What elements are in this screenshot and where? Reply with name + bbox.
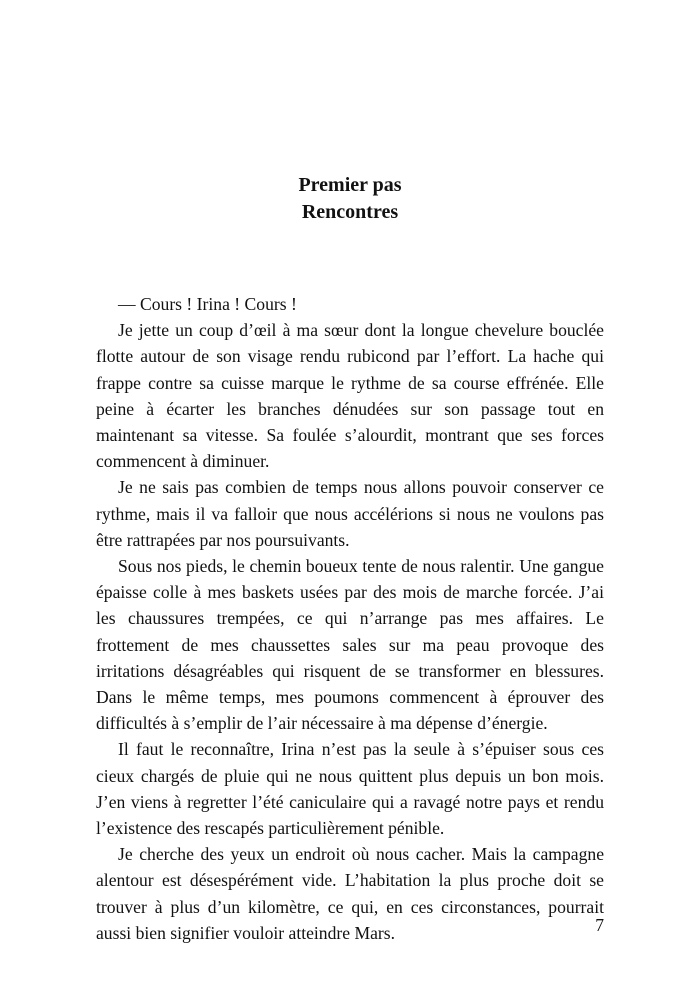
paragraph: Il faut le reconnaître, Irina n’est pas la seule à s’épuiser sous ces cieux chargés de pluie qui ne nous quittent plus depuis un bon mois. J’en viens à regretter l’été caniculaire qui a ravagé notre pays et rendu l’existence des rescapés particulièrement pénible.: [96, 739, 604, 839]
chapter-title: Premier pas: [298, 174, 402, 196]
paragraph: Je cherche des yeux un endroit où nous cacher. Mais la campagne alentour est désespérément vide. L’habitation la plus proche doit se trouver à plus d’un kilomètre, ce qui, en ces circonstances, pourrait aussi bien signifier vouloir atteindre Mars.: [96, 844, 604, 943]
paragraph: Je jette un coup d’œil à ma sœur dont la longue chevelure bouclée flotte autour de son visage rendu rubicond par l’effort. La hache qui frappe contre sa cuisse marque le rythme de sa course effrénée. Elle peine à écarter les branches dénudées sur son passage tout en maintenant sa vitesse. Sa foulée s’alourdit, montrant que ses forces commencent à diminuer.: [96, 320, 604, 472]
paragraph-dialogue: — Cours ! Irina ! Cours !: [118, 294, 297, 314]
paragraph: Je ne sais pas combien de temps nous allons pouvoir conserver ce rythme, mais il va falloir que nous accélérions si nous ne voulons pas être rattrapées par nos poursuivants.: [96, 477, 604, 550]
chapter-heading: [0, 172, 700, 226]
page-number: 7: [595, 915, 604, 935]
chapter-subtitle: Rencontres: [301, 201, 399, 223]
paragraph: Sous nos pieds, le chemin boueux tente de nous ralentir. Une gangue épaisse colle à mes baskets usées par des mois de marche forcée. J’ai les chaussures trempées, ce qui n’arrange pas mes affaires. Le frottement de mes chaussettes sales sur ma peau provoque des irritations désagréables qui risquent de se transformer en blessures. Dans le même temps, mes poumons commencent à éprouver des difficultés à s’emplir de l’air nécessaire à ma dépense d’énergie.: [96, 556, 604, 734]
body-text: [96, 291, 604, 946]
